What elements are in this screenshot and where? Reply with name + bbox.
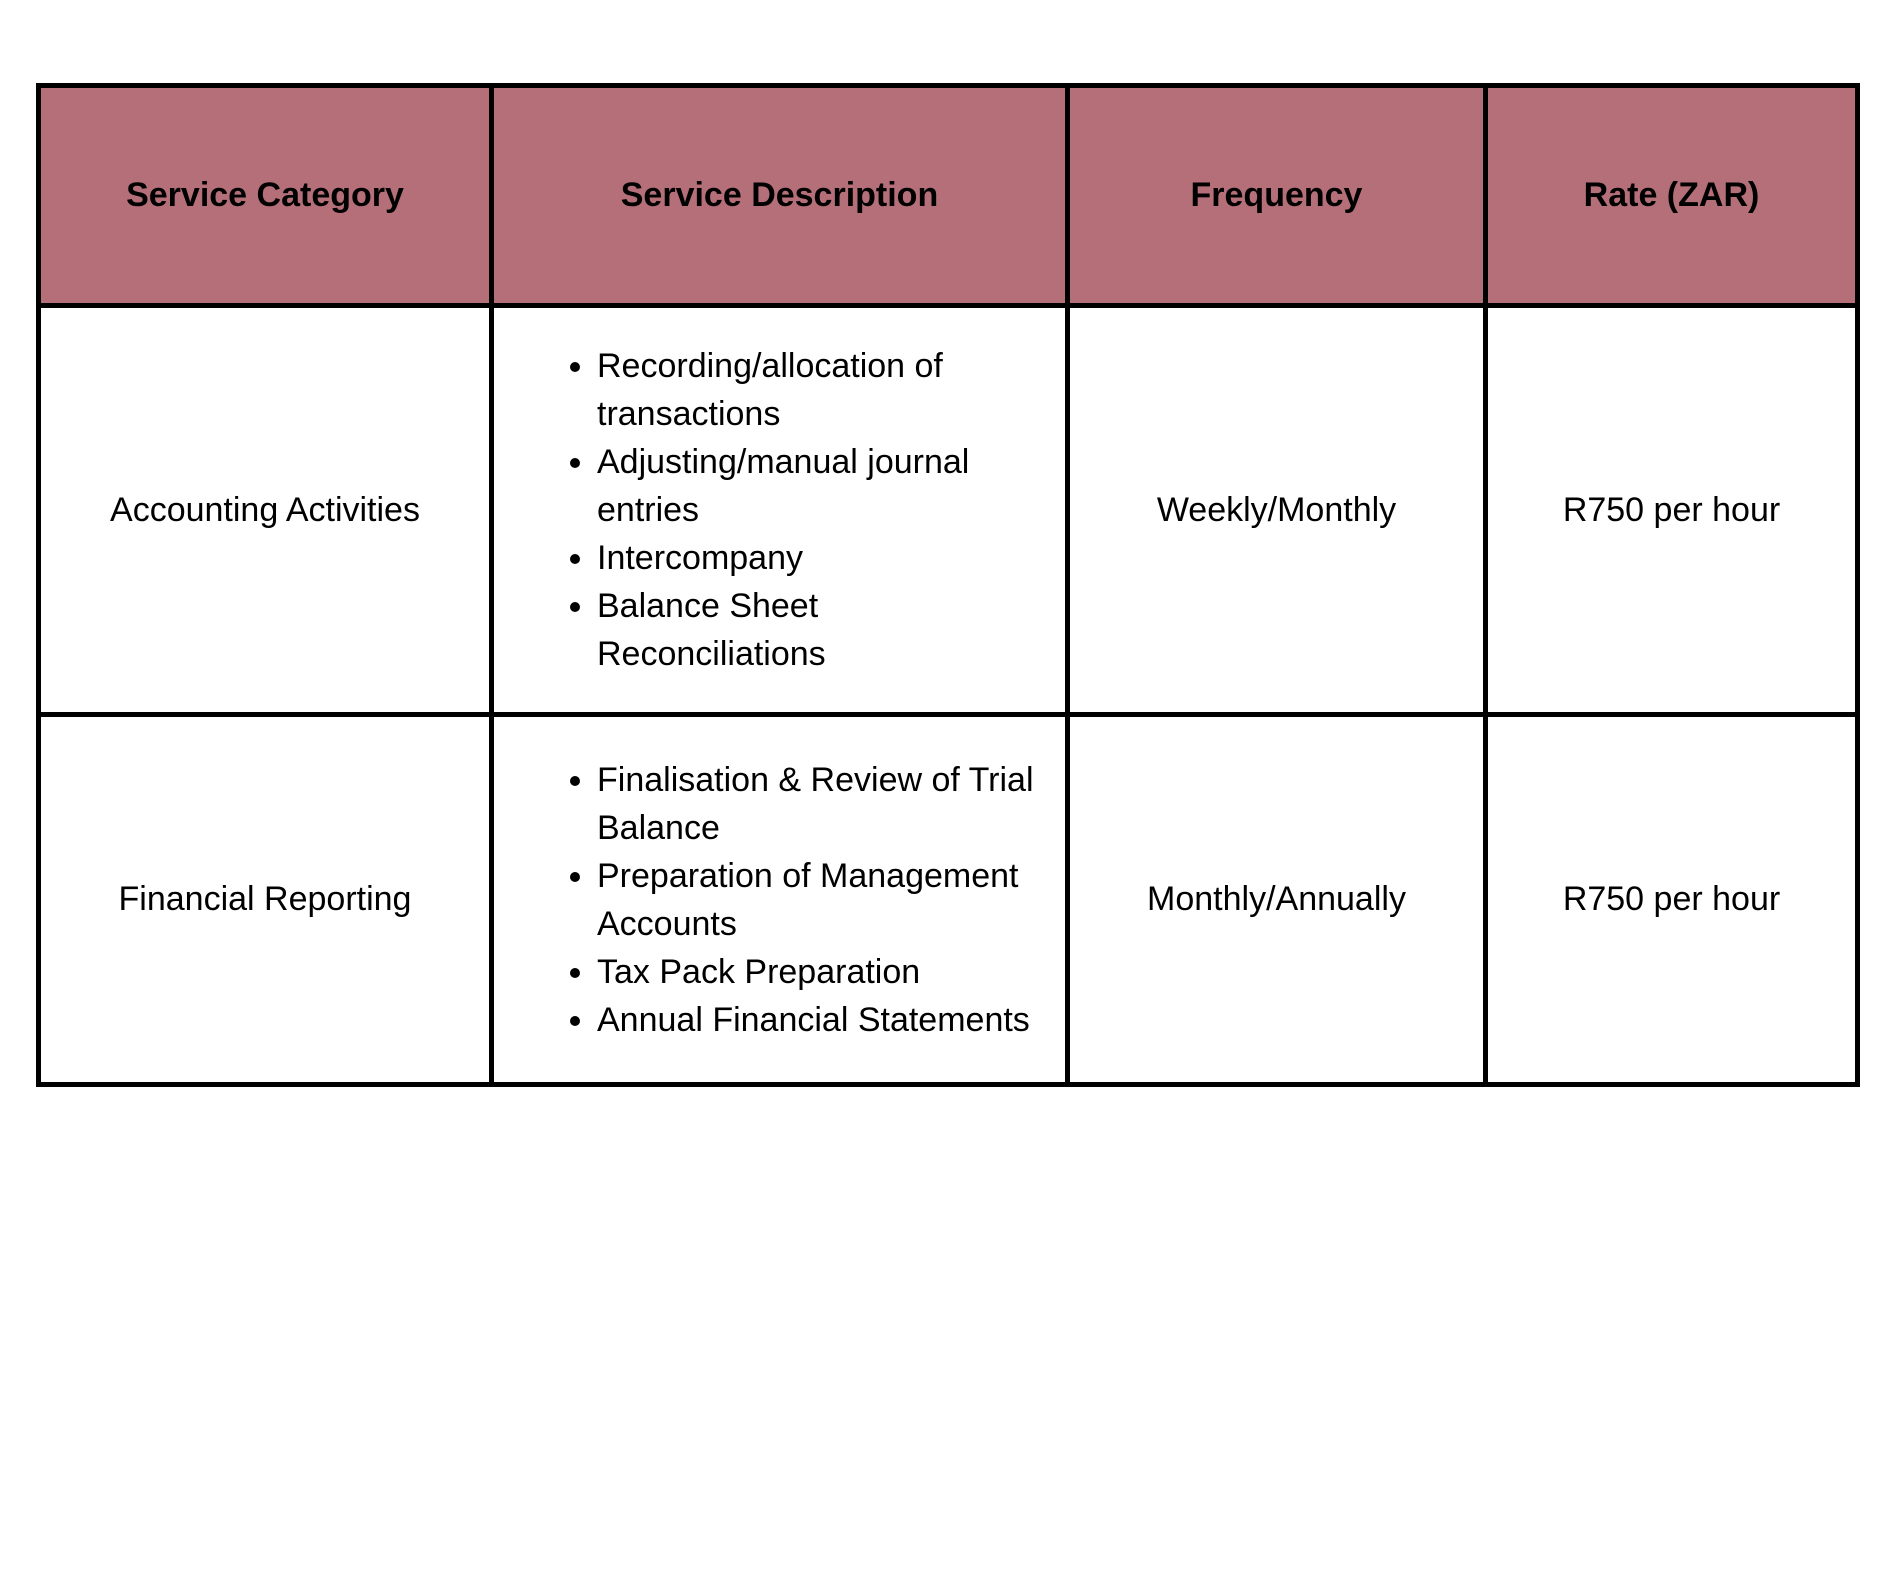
list-item: • Tax Pack Preparation (597, 948, 1045, 996)
header-row (39, 86, 1858, 306)
header-service-category: Service Category (39, 86, 492, 306)
list-item: • Recording/allocation of transactions (597, 342, 1045, 438)
service-description-list (559, 756, 1045, 1044)
list-item: • Adjusting/manual journal entries (597, 438, 1045, 534)
table-row (39, 715, 1858, 1085)
service-description-cell (492, 306, 1068, 715)
service-description-list (559, 342, 1045, 678)
services-table (36, 83, 1860, 1087)
header-frequency: Frequency (1068, 86, 1486, 306)
frequency-cell: Monthly/Annually (1068, 715, 1486, 1085)
list-item: • Preparation of Management Accounts (597, 852, 1045, 948)
rate-cell: R750 per hour (1486, 715, 1858, 1085)
list-item: • Balance Sheet Reconciliations (597, 582, 1045, 678)
service-category-cell: Accounting Activities (39, 306, 492, 715)
table-row (39, 306, 1858, 715)
header-service-description: Service Description (492, 86, 1068, 306)
list-item: • Annual Financial Statements (597, 996, 1045, 1044)
frequency-cell: Weekly/Monthly (1068, 306, 1486, 715)
rate-cell: R750 per hour (1486, 306, 1858, 715)
list-item: • Finalisation & Review of Trial Balance (597, 756, 1045, 852)
list-item: • Intercompany (597, 534, 1045, 582)
service-description-cell (492, 715, 1068, 1085)
header-rate: Rate (ZAR) (1486, 86, 1858, 306)
service-category-cell: Financial Reporting (39, 715, 492, 1085)
